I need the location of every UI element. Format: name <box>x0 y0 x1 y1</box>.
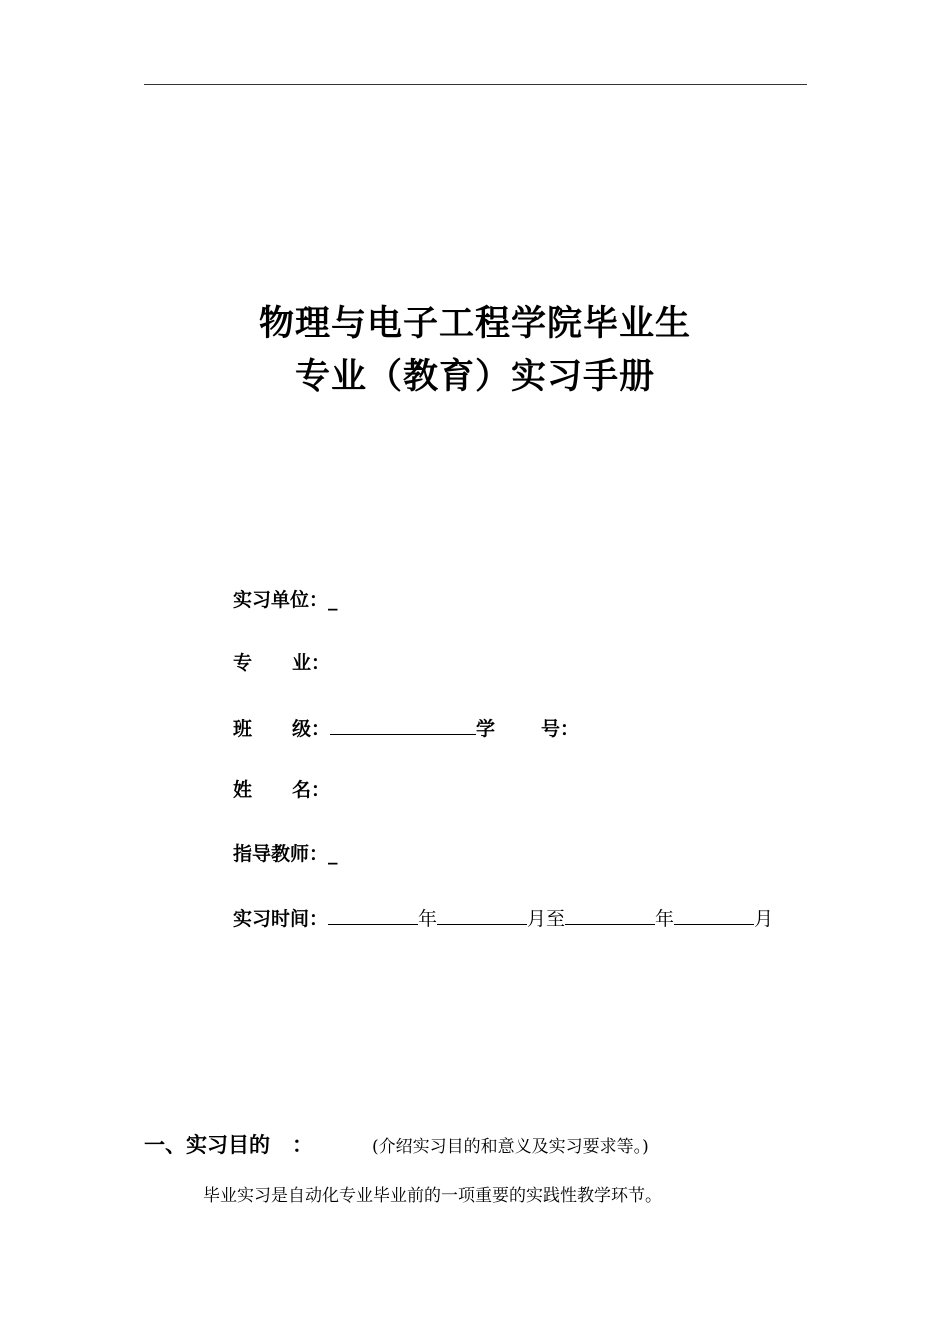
header-rule <box>144 84 807 85</box>
end-year-unit: 年 <box>655 908 675 930</box>
internship-unit-value[interactable]: _ <box>328 589 338 611</box>
document-title-line-2: 专业（教育）实习手册 <box>294 357 655 397</box>
student-id-label-first-char: 学 <box>476 718 496 740</box>
start-month-blank[interactable] <box>437 904 527 925</box>
start-year-unit: 年 <box>418 908 438 930</box>
section-heading-colon: ： <box>292 1133 313 1157</box>
end-month-unit: 月 <box>754 908 774 930</box>
class-student-id-field <box>233 714 579 740</box>
section-body-paragraph: 毕业实习是自动化专业毕业前的一项重要的实践性教学环节。 <box>203 1186 662 1206</box>
start-month-unit-to: 月至 <box>527 908 566 930</box>
section-heading-purpose <box>144 1130 313 1160</box>
end-month-blank[interactable] <box>674 904 754 925</box>
class-blank[interactable] <box>330 714 476 735</box>
class-label-second-char: 级： <box>292 718 331 740</box>
major-label-second-char: 业： <box>292 652 331 674</box>
internship-period-label: 实习时间： <box>233 908 329 930</box>
section-note: (介绍实习目的和意义及实习要求等。) <box>372 1137 649 1157</box>
student-id-label-second-char: 号： <box>541 718 580 740</box>
section-heading-text: 一、实习目的 <box>144 1133 270 1157</box>
advisor-value[interactable]: _ <box>328 843 338 865</box>
end-year-blank[interactable] <box>565 904 655 925</box>
major-label-first-char: 专 <box>233 652 253 674</box>
class-label-first-char: 班 <box>233 718 253 740</box>
internship-unit-label: 实习单位： <box>233 589 329 611</box>
start-year-blank[interactable] <box>328 904 418 925</box>
document-title-line-1: 物理与电子工程学院毕业生 <box>258 304 691 344</box>
internship-unit-field <box>233 587 338 613</box>
major-field <box>233 650 330 676</box>
name-label-second-char: 名： <box>292 779 331 801</box>
name-field <box>233 777 330 803</box>
advisor-field <box>233 841 338 867</box>
internship-period-field <box>233 904 773 930</box>
advisor-label: 指导教师： <box>233 843 329 865</box>
name-label-first-char: 姓 <box>233 779 253 801</box>
